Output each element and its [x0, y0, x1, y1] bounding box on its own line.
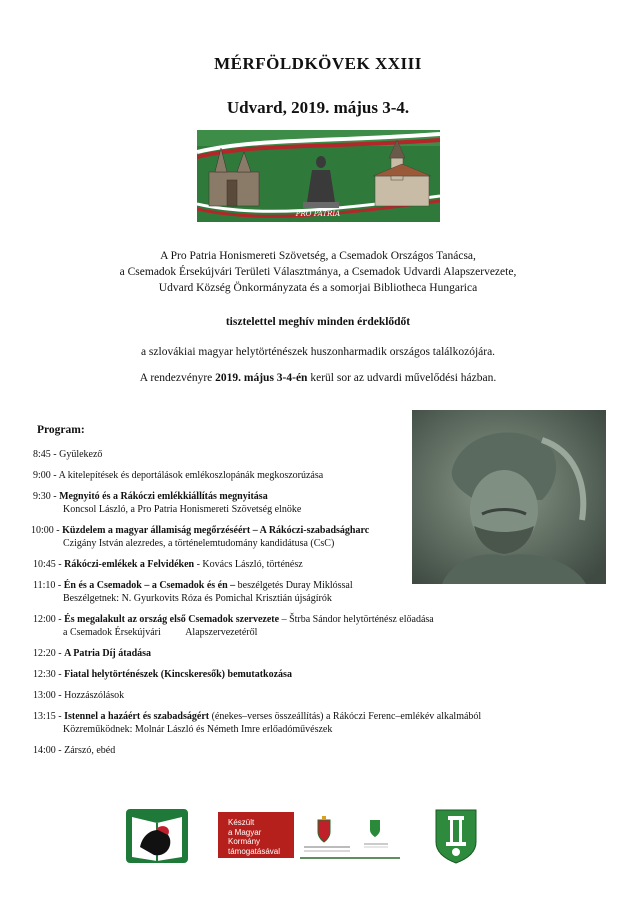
invitation-date: 2019. május 3-4-én: [215, 372, 308, 384]
invitation-line-2: [0, 372, 636, 384]
program-item: [33, 613, 433, 639]
program-text: - Kovács László, történész: [194, 559, 303, 570]
program-text: Gyülekező: [59, 449, 103, 460]
program-item: [33, 689, 433, 702]
gov-logo-line: támogatásával: [228, 846, 281, 856]
invitation-line-2-suffix: kerül sor az udvardi művelődési házban.: [307, 372, 497, 384]
program-list: [31, 448, 482, 765]
invitation-main: tisztelettel meghív minden érdeklődőt: [225, 316, 411, 328]
program-time: 11:10 -: [33, 580, 64, 591]
rakoczi-relief-image: [412, 410, 606, 584]
literature-logo-icon: [126, 809, 188, 863]
program-time: 10:45 -: [33, 559, 65, 570]
program-time: 14:00 -: [33, 745, 65, 756]
pro-patria-banner: [197, 130, 440, 222]
program-title: Fiatal helytörténészek (Kincskeresők) bemutatkozása: [64, 669, 292, 680]
hungarian-government-support-logo: [218, 812, 294, 858]
program-time: 13:15 -: [33, 711, 65, 722]
program-item: [33, 448, 433, 461]
program-title: Istennel a hazáért és szabadságért: [64, 711, 210, 722]
organizers: [0, 248, 636, 296]
program-time: 9:30 -: [33, 491, 60, 502]
organizer-line: Udvard Község Önkormányzata és a somorjai Bibliotheca Hungarica: [158, 282, 478, 294]
program-item: [33, 744, 433, 757]
program-time: 12:20 -: [33, 648, 65, 659]
invitation-line-1: a szlovákiai magyar helytörténészek huszonharmadik országos találkozójára.: [140, 346, 496, 358]
program-item: [33, 579, 433, 605]
program-item: [33, 490, 433, 516]
program-item: [33, 647, 433, 660]
gov-logo-line: Készült: [228, 818, 255, 827]
udvard-coat-of-arms-icon: [434, 808, 478, 864]
page-title: MÉRFÖLDKÖVEK XXIII: [214, 54, 422, 73]
event-place-date: Udvard, 2019. május 3-4.: [226, 98, 410, 117]
program-item: [33, 558, 433, 571]
organizer-line: A Pro Patria Honismereti Szövetség, a Csemadok Országos Tanácsa,: [160, 250, 476, 262]
program-speaker: a Csemadok Érsekújvári Alapszervezetéről: [63, 627, 258, 638]
program-title: Küzdelem a magyar államiság megőrzéséért – A Rákóczi-szabadságharc: [62, 525, 370, 536]
program-text: beszélgetés Duray Miklóssal: [235, 580, 353, 591]
program-speaker: Közreműködnek: Molnár László és Németh Imre erlőadóművészek: [63, 724, 333, 735]
program-title: Én és a Csemadok – a Csemadok és én –: [63, 580, 236, 591]
program-text: – Štrba Sándor helytörténész előadása: [279, 614, 434, 625]
program-heading: Program:: [37, 424, 85, 436]
program-speaker: Beszélgetnek: N. Gyurkovits Róza és Pomichal Krisztián újságírók: [63, 593, 332, 604]
program-text: A kitelepítések és deportálások emlékoszlopánák megkoszorúzása: [58, 470, 324, 481]
program-time: 9:00 -: [33, 470, 59, 481]
program-text: Zárszó, ebéd: [64, 745, 116, 756]
program-item: [33, 710, 482, 736]
program-time: 13:00 -: [33, 690, 65, 701]
program-time: 10:00 -: [31, 525, 63, 536]
organizer-line: a Csemadok Érsekújvári Területi Választmánya, a Csemadok Udvardi Alapszervezete,: [119, 266, 517, 278]
program-item: [33, 524, 433, 550]
program-time: 12:00 -: [33, 614, 65, 625]
program-speaker: Koncsol László, a Pro Patria Honismereti Szövetség elnöke: [63, 504, 302, 515]
program-title: Megnyitó és a Rákóczi emlékkiállítás megnyitása: [59, 491, 268, 502]
nemzeti-kulturalis-alap-logo-icon: [300, 812, 400, 860]
program-time: 12:30 -: [33, 669, 65, 680]
gov-logo-line: a Magyar Kormány: [228, 827, 262, 846]
program-title: Rákóczi-emlékek a Felvidéken: [64, 559, 195, 570]
program-text: (énekes–verses összeállítás) a Rákóczi Ferenc–emlékév alkalmából: [209, 711, 482, 722]
sponsor-logos: [0, 806, 636, 866]
program-title: A Patria Díj átadása: [64, 648, 152, 659]
program-text: Hozzászólások: [64, 690, 125, 701]
program-item: [33, 469, 433, 482]
invitation-line-2-prefix: A rendezvényre: [139, 372, 216, 384]
program-item: [33, 668, 433, 681]
program-title: És megalakult az ország első Csemadok szervezete: [64, 614, 280, 625]
program-time: 8:45 -: [33, 449, 60, 460]
program-speaker: Czigány István alezredes, a történelemtudomány kandidátusa (CsC): [63, 538, 335, 549]
banner-caption: PRO PATRIA: [295, 210, 341, 218]
